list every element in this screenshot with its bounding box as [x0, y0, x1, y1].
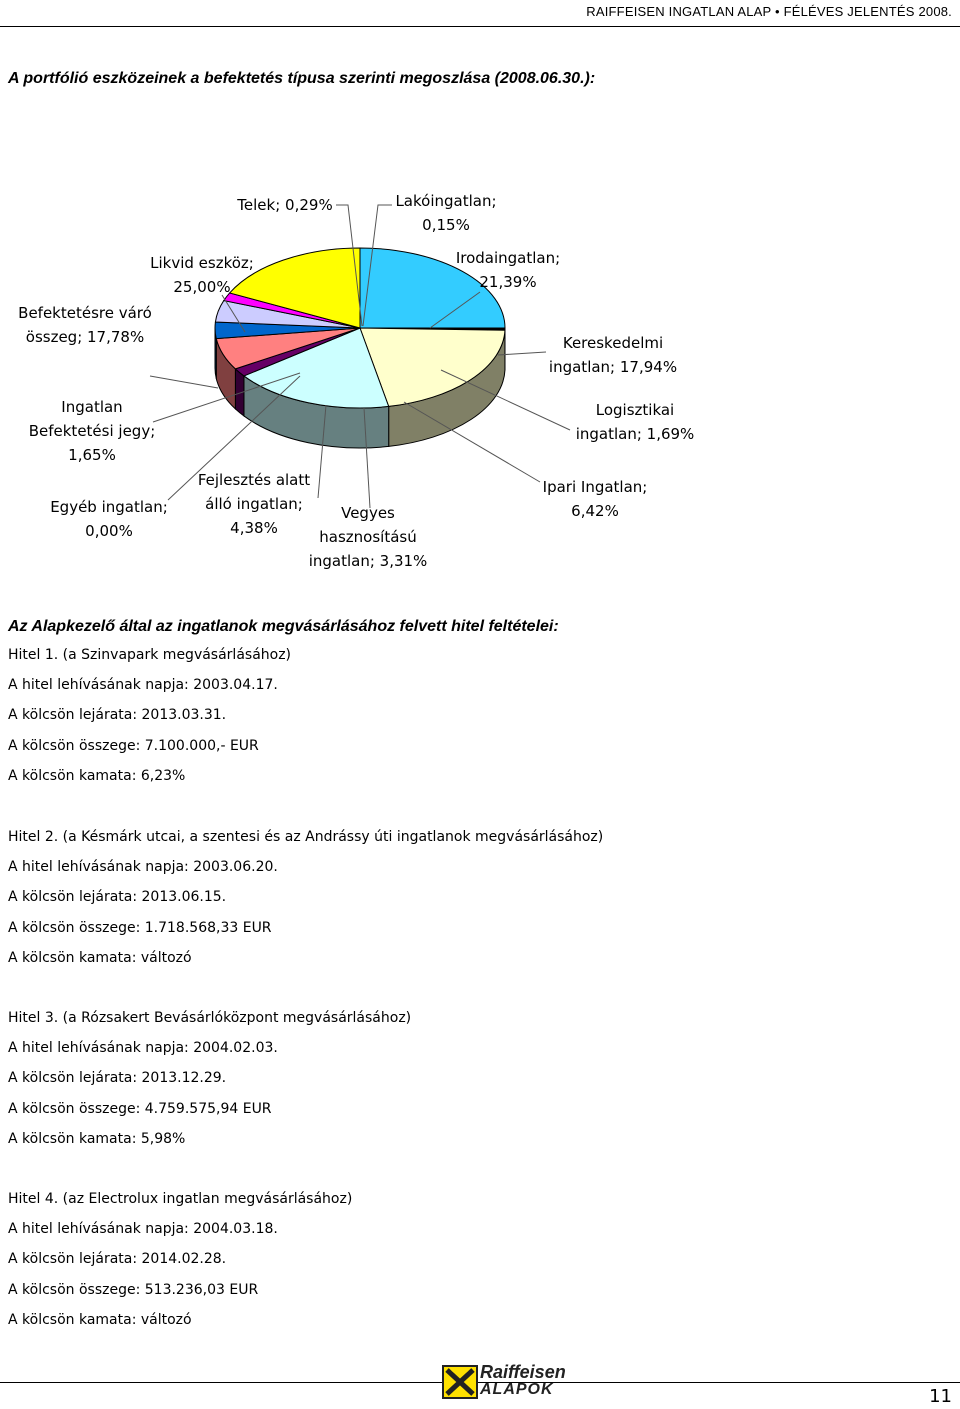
loan-2-drawdown: A hitel lehívásának napja: 2003.06.20.	[8, 859, 278, 875]
pie-label-vegyes: Vegyes hasznosítású ingatlan; 3,31%	[308, 504, 428, 570]
pie-label-keresk: Kereskedelmi ingatlan; 17,94%	[548, 334, 678, 376]
loan-1-amount: A kölcsön összege: 7.100.000,- EUR	[8, 738, 259, 754]
raiffeisen-gable-cross-icon	[442, 1362, 478, 1400]
page-number: 11	[929, 1386, 952, 1407]
loan-1-maturity: A kölcsön lejárata: 2013.03.31.	[8, 707, 227, 723]
loan-4-maturity: A kölcsön lejárata: 2014.02.28.	[8, 1251, 227, 1267]
pie-label-fejlesztes: Fejlesztés alatt álló ingatlan; 4,38%	[197, 471, 311, 537]
pie-label-lako: Lakóingatlan; 0,15%	[395, 192, 497, 234]
pie-label-likvid: Likvid eszköz; 25,00%	[150, 254, 254, 296]
loan-3-rate: A kölcsön kamata: 5,98%	[8, 1131, 186, 1147]
raiffeisen-alapok-logo	[442, 1362, 568, 1400]
pie-label-ipari: Ipari Ingatlan; 6,42%	[542, 478, 648, 520]
logo-text-alapok: ALAPOK	[480, 1381, 554, 1398]
pie-label-bef-jegy: Ingatlan Befektetési jegy; 1,65%	[28, 398, 156, 464]
loan-2-maturity: A kölcsön lejárata: 2013.06.15.	[8, 889, 227, 905]
loan-2-amount: A kölcsön összege: 1.718.568,33 EUR	[8, 920, 272, 936]
loan-4-title: Hitel 4. (az Electrolux ingatlan megvásárlásához)	[8, 1191, 353, 1207]
loan-4-rate: A kölcsön kamata: változó	[8, 1312, 192, 1328]
loans-section-title: Az Alapkezelő által az ingatlanok megvásárlásához felvett hitel feltételei:	[8, 618, 559, 635]
loan-3-maturity: A kölcsön lejárata: 2013.12.29.	[8, 1070, 227, 1086]
pie-label-logiszt: Logisztikai ingatlan; 1,69%	[575, 401, 695, 443]
pie-label-befekt-varo: Befektetésre váró összeg; 17,78%	[18, 304, 152, 346]
loan-1-rate: A kölcsön kamata: 6,23%	[8, 768, 186, 784]
loan-1-title: Hitel 1. (a Szinvapark megvásárlásához)	[8, 647, 292, 663]
loan-3-title: Hitel 3. (a Rózsakert Bevásárlóközpont megvásárlásához)	[8, 1010, 412, 1026]
loan-3-drawdown: A hitel lehívásának napja: 2004.02.03.	[8, 1040, 278, 1056]
header-rule	[0, 26, 960, 27]
pie-label-telek: Telek; 0,29%	[237, 196, 333, 214]
portfolio-heading: A portfólió eszközeinek a befektetés típusa szerinti megoszlása (2008.06.30.):	[8, 70, 596, 87]
logo-text-raiffeisen: Raiffeisen	[480, 1362, 566, 1382]
loan-1-drawdown: A hitel lehívásának napja: 2003.04.17.	[8, 677, 278, 693]
loan-3-amount: A kölcsön összege: 4.759.575,94 EUR	[8, 1101, 272, 1117]
loan-2-rate: A kölcsön kamata: változó	[8, 950, 192, 966]
leader-line-befekt-varo	[150, 376, 218, 388]
pie-label-iroda: Irodaingatlan; 21,39%	[455, 249, 561, 291]
loan-4-drawdown: A hitel lehívásának napja: 2004.03.18.	[8, 1221, 278, 1237]
pie-label-egyeb: Egyéb ingatlan; 0,00%	[50, 498, 168, 540]
loan-4-amount: A kölcsön összege: 513.236,03 EUR	[8, 1282, 259, 1298]
running-header: RAIFFEISEN INGATLAN ALAP • FÉLÉVES JELENTÉS 2008.	[586, 4, 952, 19]
loan-2-title: Hitel 2. (a Késmárk utcai, a szentesi és az Andrássy úti ingatlanok megvásárlásához)	[8, 829, 604, 845]
